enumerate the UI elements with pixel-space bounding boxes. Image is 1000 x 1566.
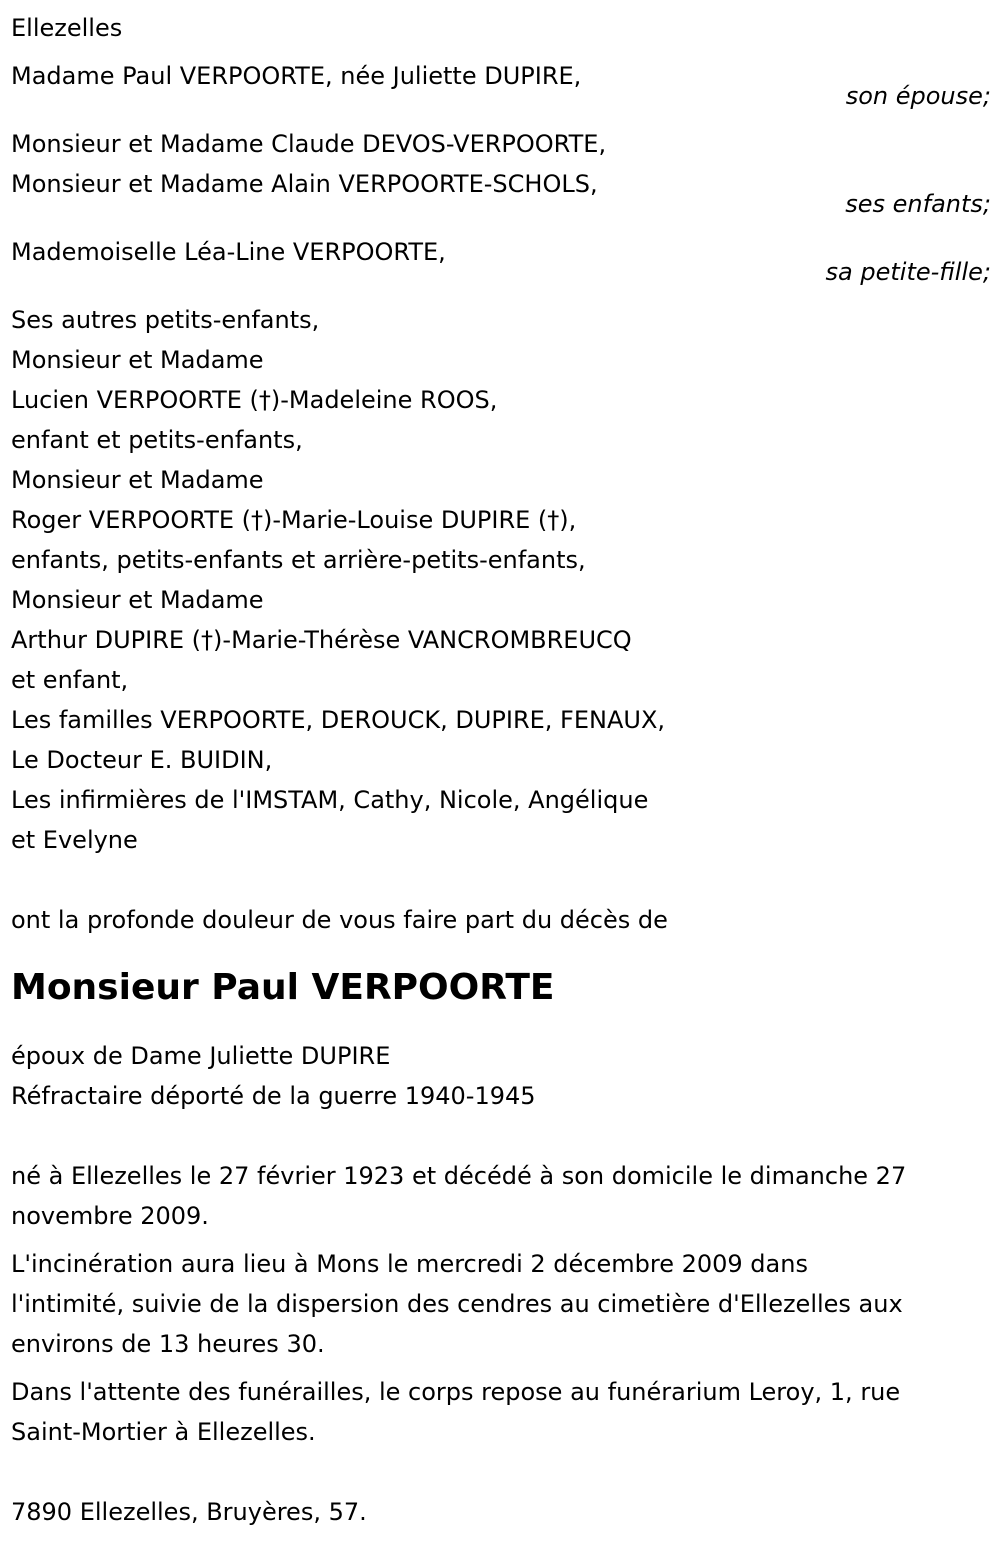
relative-line: Roger VERPOORTE (†)-Marie-Louise DUPIRE (†), [11, 506, 577, 534]
obituary-notice [11, 8, 991, 1532]
funeral-home-paragraph [11, 1372, 991, 1452]
relative-line: Arthur DUPIRE (†)-Marie-Thérèse VANCROMBREUCQ [11, 626, 632, 654]
paragraph-line: environs de 13 heures 30. [11, 1330, 325, 1358]
birth-death-paragraph [11, 1156, 991, 1236]
relative-line: enfant et petits-enfants, [11, 426, 303, 454]
spouse-line: Madame Paul VERPOORTE, née Juliette DUPIRE, [11, 62, 582, 90]
paragraph-line: Saint-Mortier à Ellezelles. [11, 1418, 316, 1446]
place-heading: Ellezelles [11, 14, 123, 42]
granddaughter-role: sa petite-fille; [825, 258, 991, 286]
child-line: Monsieur et Madame Alain VERPOORTE-SCHOLS, [11, 170, 598, 198]
address-line: 7890 Ellezelles, Bruyères, 57. [11, 1498, 367, 1526]
granddaughter-line: Mademoiselle Léa-Line VERPOORTE, [11, 238, 446, 266]
relative-line: et enfant, [11, 666, 129, 694]
relative-line: et Evelyne [11, 826, 138, 854]
other-relatives-list [11, 300, 991, 860]
relative-line: Ses autres petits-enfants, [11, 306, 320, 334]
relative-line: enfants, petits-enfants et arrière-petits-enfants, [11, 546, 586, 574]
announcement-line: ont la profonde douleur de vous faire part du décès de [11, 906, 668, 934]
paragraph-line: Dans l'attente des funérailles, le corps repose au funérarium Leroy, 1, rue [11, 1378, 901, 1406]
relative-line: Monsieur et Madame [11, 466, 264, 494]
paragraph-line: l'intimité, suivie de la dispersion des cendres au cimetière d'Ellezelles aux [11, 1290, 903, 1318]
deceased-detail: époux de Dame Juliette DUPIRE [11, 1042, 391, 1070]
deceased-name: Monsieur Paul VERPOORTE [11, 967, 555, 1008]
paragraph-line: né à Ellezelles le 27 février 1923 et décédé à son domicile le dimanche 27 [11, 1162, 907, 1190]
relative-line: Les infirmières de l'IMSTAM, Cathy, Nicole, Angélique [11, 786, 649, 814]
paragraph-line: novembre 2009. [11, 1202, 209, 1230]
spouse-role: son épouse; [845, 82, 991, 110]
child-line: Monsieur et Madame Claude DEVOS-VERPOORTE, [11, 130, 607, 158]
children-role: ses enfants; [845, 190, 991, 218]
deceased-detail: Réfractaire déporté de la guerre 1940-1945 [11, 1082, 536, 1110]
cremation-paragraph [11, 1244, 991, 1364]
relative-line: Monsieur et Madame [11, 346, 264, 374]
relative-line: Lucien VERPOORTE (†)-Madeleine ROOS, [11, 386, 498, 414]
paragraph-line: L'incinération aura lieu à Mons le mercredi 2 décembre 2009 dans [11, 1250, 808, 1278]
relative-line: Le Docteur E. BUIDIN, [11, 746, 273, 774]
relative-line: Monsieur et Madame [11, 586, 264, 614]
relative-line: Les familles VERPOORTE, DEROUCK, DUPIRE, FENAUX, [11, 706, 666, 734]
